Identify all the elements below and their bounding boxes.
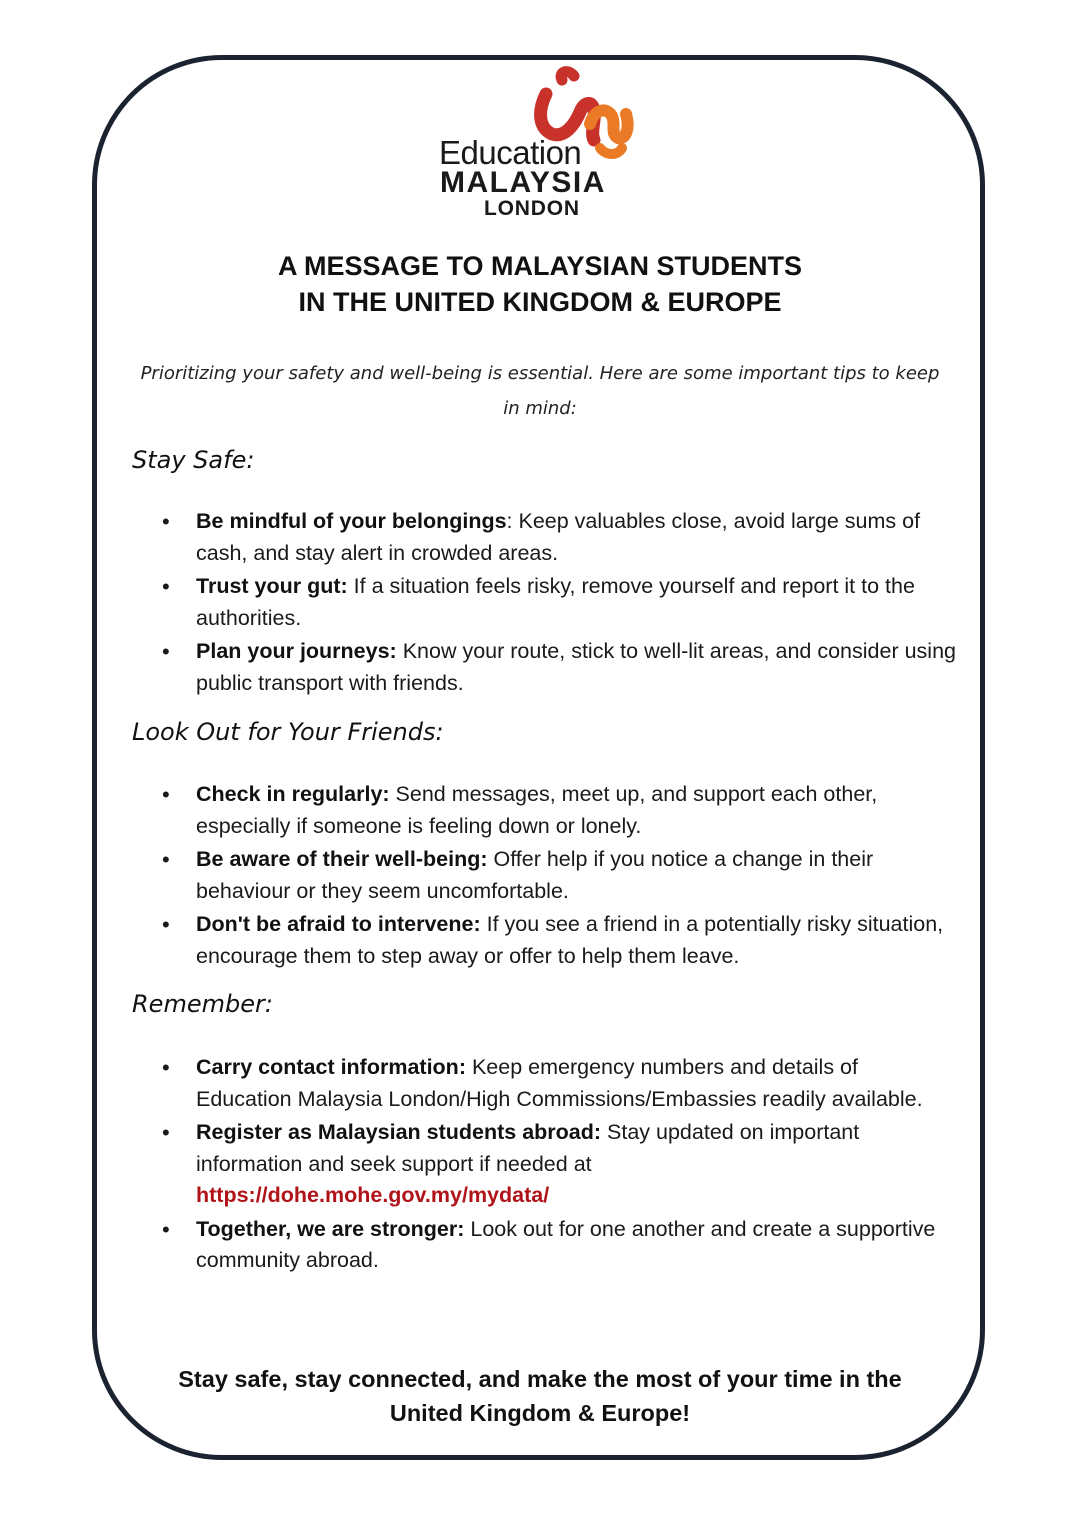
item-text: Send messages, meet up, and support each other, especially if someone is feeling down or lonely. xyxy=(196,782,878,838)
item-text: Offer help if you notice a change in their behaviour or they seem uncomfortable. xyxy=(196,847,874,903)
list-item xyxy=(158,571,958,634)
list-item xyxy=(158,1214,938,1277)
item-text: Stay updated on important information and seek support if needed at xyxy=(196,1120,860,1176)
look-out-list xyxy=(158,779,958,974)
item-text: : Keep valuables close, avoid large sums of cash, and stay alert in crowded areas. xyxy=(196,509,921,565)
item-bold-lead: Together, we are stronger: xyxy=(196,1216,465,1241)
item-text: Know your route, stick to well-lit areas, and consider using public transport with friends. xyxy=(196,639,956,695)
item-bold-lead: Register as Malaysian students abroad: xyxy=(196,1120,602,1144)
item-bold-lead: Be mindful of your belongings xyxy=(196,509,507,533)
item-bold-lead: Plan your journeys: xyxy=(196,639,397,663)
stay-safe-list xyxy=(158,506,958,701)
item-bold-lead: Check in regularly: xyxy=(196,782,390,806)
list-item xyxy=(158,779,958,842)
item-text: If a situation feels risky, remove yourself and report it to the authorities. xyxy=(196,574,915,630)
section-heading-look-out-for-friends: Look Out for Your Friends: xyxy=(132,718,444,746)
title-line-1: A MESSAGE TO MALAYSIAN STUDENTS xyxy=(277,251,803,281)
list-item xyxy=(158,844,958,907)
logo-text-education: Education xyxy=(439,134,582,171)
item-bold-lead: Be aware of their well-being: xyxy=(196,847,488,871)
list-item xyxy=(158,909,958,972)
page-title xyxy=(140,248,940,320)
list-item xyxy=(158,1052,938,1115)
remember-list xyxy=(158,1052,938,1279)
item-text: Look out for one another and create a supportive community abroad. xyxy=(196,1216,936,1272)
closing-line-2: United Kingdom & Europe! xyxy=(389,1400,691,1426)
title-line-2: IN THE UNITED KINGDOM & EUROPE xyxy=(298,287,782,317)
closing-line-1: Stay safe, stay connected, and make the most of your time in the xyxy=(178,1366,902,1392)
logo-text-london: LONDON xyxy=(484,197,580,220)
list-item xyxy=(158,1117,938,1212)
logo-text-malaysia: MALAYSIA xyxy=(440,166,606,199)
education-malaysia-logo xyxy=(436,66,646,226)
item-bold-lead: Don't be afraid to intervene: xyxy=(196,912,481,936)
intro-text: Prioritizing your safety and well-being is essential. Here are some important tips to keep in mind: xyxy=(140,363,940,419)
item-bold-lead: Trust your gut: xyxy=(196,574,348,598)
closing-message xyxy=(120,1362,960,1430)
item-text: If you see a friend in a potentially risky situation, encourage them to step away or offer to help them leave. xyxy=(196,912,944,968)
section-heading-stay-safe: Stay Safe: xyxy=(132,446,255,474)
list-item xyxy=(158,506,958,569)
mydata-registration-link[interactable]: https://dohe.mohe.gov.my/mydata/ xyxy=(196,1183,550,1207)
item-text: Keep emergency numbers and details of Education Malaysia London/High Commissions/Embassies readily available. xyxy=(196,1055,923,1111)
section-heading-remember: Remember: xyxy=(132,990,273,1018)
list-item xyxy=(158,636,958,699)
item-bold-lead: Carry contact information: xyxy=(196,1055,466,1079)
